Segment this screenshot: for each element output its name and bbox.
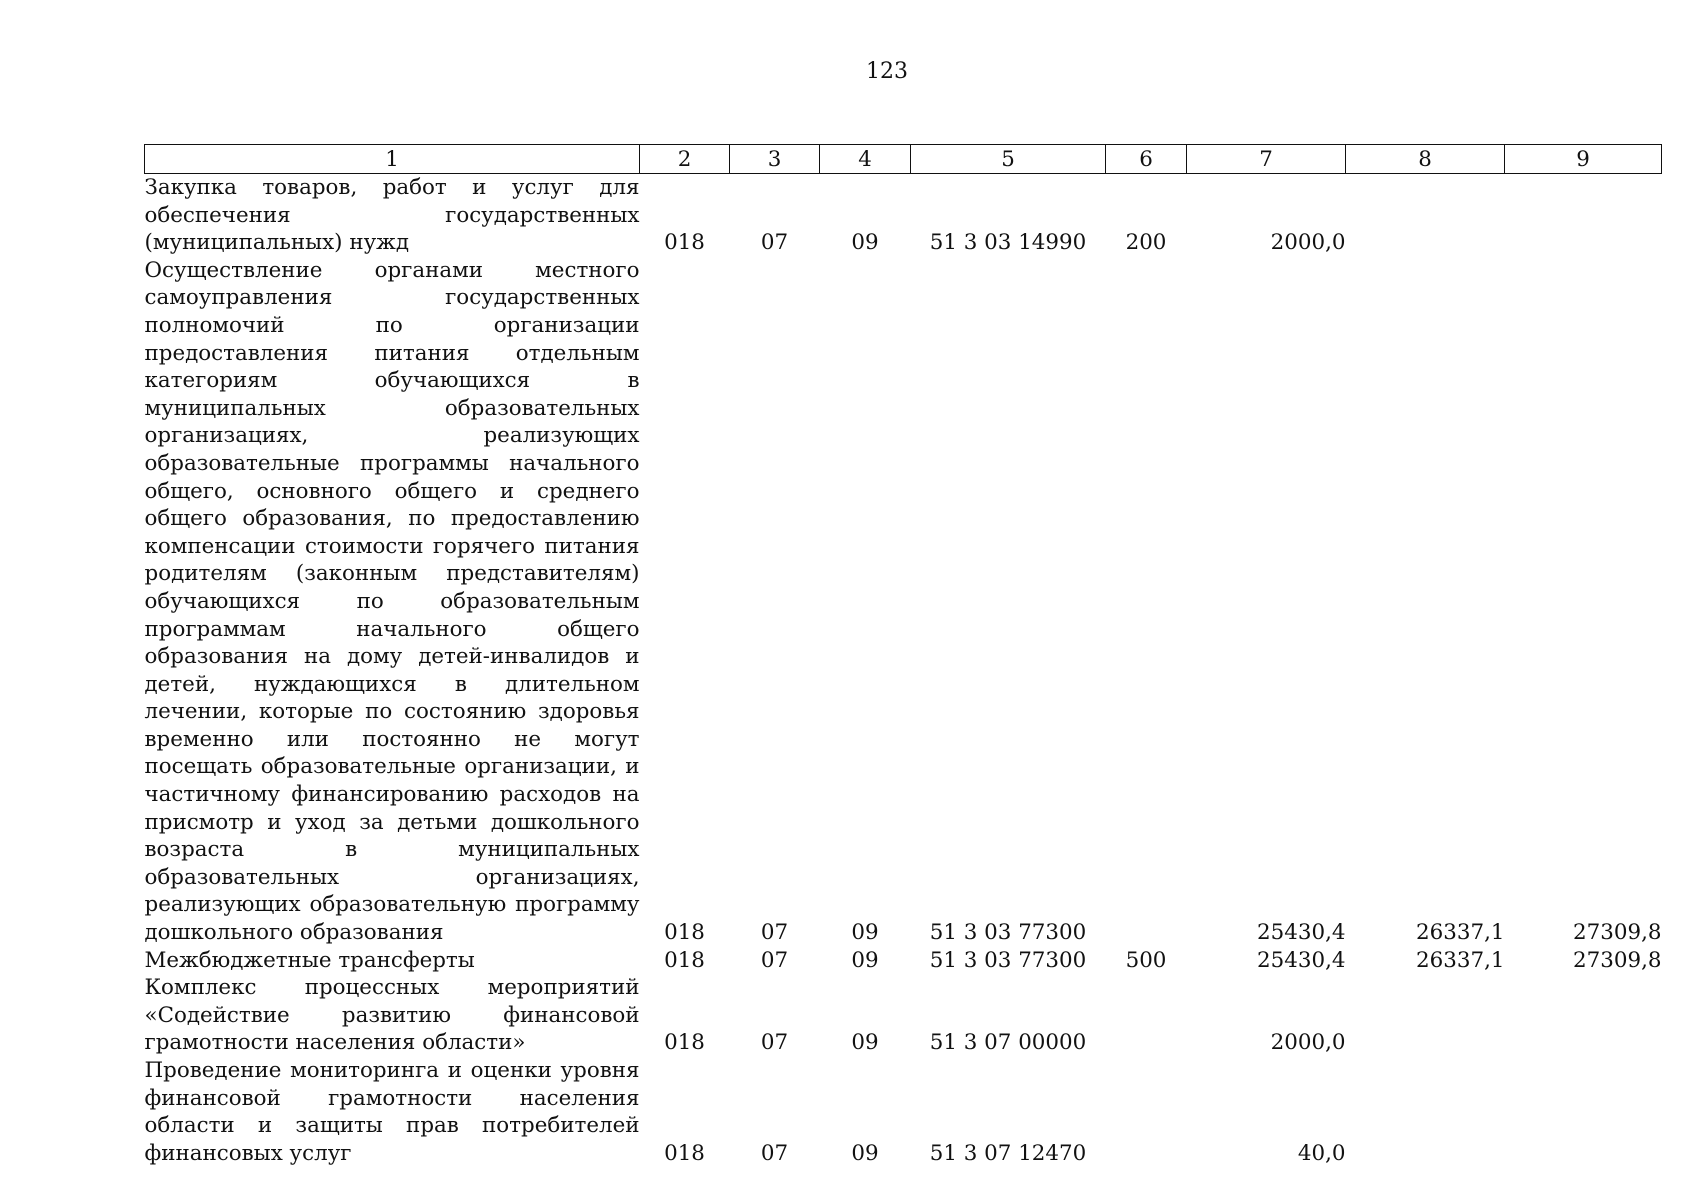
target-code: 51 3 07 00000: [929, 1030, 1087, 1056]
expense-type: [1106, 974, 1187, 1057]
amount-col9: 27309,8: [1573, 947, 1662, 973]
header-cell-4: 4: [820, 145, 911, 174]
amount-col8: [1346, 1057, 1505, 1167]
subsection-code: 09: [851, 1140, 879, 1166]
table-row: [145, 974, 1662, 1057]
subsection-code: 09: [851, 230, 879, 256]
row-name: Закупка товаров, работ и услуг для обеспечения государственных (муниципальных) нужд: [144, 175, 640, 256]
header-cell-6: 6: [1106, 145, 1187, 174]
expense-type: [1106, 257, 1187, 947]
section-code: 07: [760, 1030, 789, 1056]
subsection-code: 09: [851, 920, 879, 946]
page-number: 123: [866, 59, 908, 84]
header-cell-8: 8: [1346, 145, 1505, 174]
admin-code: 018: [664, 1140, 705, 1166]
admin-code: 018: [664, 1030, 705, 1056]
header-row: [145, 145, 1662, 174]
row-name: Проведение мониторинга и оценки уровня финансовой грамотности населения области и защиты прав потребителей финансовых услуг: [144, 1058, 640, 1166]
amount-col7: 25430,4: [1257, 947, 1346, 973]
target-code: 51 3 03 14990: [929, 230, 1087, 256]
subsection-code: 09: [851, 947, 879, 973]
table-row: [145, 1057, 1662, 1167]
expense-type: [1106, 1057, 1187, 1167]
header-cell-9: 9: [1505, 145, 1662, 174]
row-name: Межбюджетные трансферты: [144, 947, 475, 973]
amount-col8: 26337,1: [1416, 947, 1505, 973]
header-cell-3: 3: [730, 145, 820, 174]
expense-type: 500: [1125, 947, 1167, 973]
table-row: [145, 257, 1662, 947]
subsection-code: 09: [851, 1030, 879, 1056]
target-code: 51 3 03 77300: [929, 920, 1087, 946]
target-code: 51 3 03 77300: [929, 947, 1087, 973]
header-cell-5: 5: [911, 145, 1106, 174]
amount-col7: 40,0: [1297, 1140, 1346, 1166]
amount-col8: [1346, 174, 1505, 257]
table-row: [145, 947, 1662, 975]
amount-col9: [1505, 174, 1662, 257]
admin-code: 018: [664, 947, 705, 973]
amount-col9: [1505, 1057, 1662, 1167]
section-code: 07: [760, 230, 789, 256]
row-name: Комплекс процессных мероприятий «Содействие развитию финансовой грамотности населения области»: [144, 975, 640, 1056]
section-code: 07: [760, 947, 789, 973]
amount-col9: 27309,8: [1573, 920, 1662, 946]
row-name: Осуществление органами местного самоуправления государственных полномочий по организации предоставления питания отдельным категориям обучающихся в муниципальных образовательных организациях, реализующих образовательные программы начального общего, основного общего и среднего общего образования, по предоставлению компенсации стоимости горячего питания родителям (законным представителям) обучающихся по образовательным программам начального общего образования на дому детей-инвалидов и детей, нуждающихся в длительном лечении, которые по состоянию здоровья временно или постоянно не могут посещать образовательные организации, и частичному финансированию расходов на присмотр и уход за детьми дошкольного возраста в муниципальных образовательных организациях, реализующих образовательную программу дошкольного образования: [144, 257, 640, 946]
table-row: [145, 174, 1662, 257]
amount-col7: 25430,4: [1257, 920, 1346, 946]
amount-col7: 2000,0: [1270, 230, 1346, 256]
admin-code: 018: [664, 920, 705, 946]
amount-col7: 2000,0: [1270, 1030, 1346, 1056]
admin-code: 018: [664, 230, 705, 256]
section-code: 07: [760, 920, 789, 946]
amount-col9: [1505, 974, 1662, 1057]
section-code: 07: [760, 1140, 789, 1166]
budget-table: [144, 144, 1662, 1167]
header-cell-1: 1: [145, 145, 640, 174]
amount-col8: 26337,1: [1416, 920, 1505, 946]
expense-type: 200: [1125, 230, 1167, 256]
target-code: 51 3 07 12470: [929, 1140, 1087, 1166]
header-cell-2: 2: [640, 145, 730, 174]
amount-col8: [1346, 974, 1505, 1057]
header-cell-7: 7: [1187, 145, 1346, 174]
